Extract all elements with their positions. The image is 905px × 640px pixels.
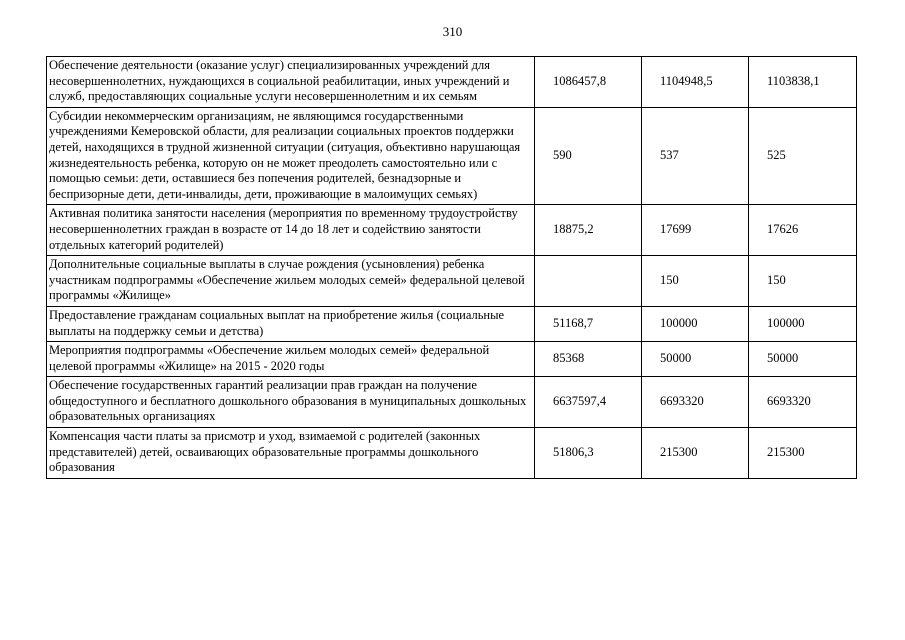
value-cell: 18875,2 [535, 205, 642, 256]
table-row [47, 107, 857, 205]
row-description: Предоставление гражданам социальных выплат на приобретение жилья (социальные выплаты на поддержку семьи и детства) [47, 306, 535, 341]
value-cell: 215300 [749, 428, 857, 479]
value-cell: 6693320 [749, 377, 857, 428]
value-cell: 100000 [749, 306, 857, 341]
value-cell [535, 256, 642, 307]
row-description: Субсидии некоммерческим организациям, не являющимся государственными учреждениями Кемеровской области, для реализации социальных проектов поддержки детей, находящихся в трудной жизненной ситуации (ситуация, объективно нарушающая жизнедеятельность ребенка, которую он не может преодолеть самостоятельно или с помощью семьи: дети, оставшиеся без попечения родителей, безнадзорные и беспризорные дети, дети-инвалиды, дети, проживающие в малоимущих семьях) [47, 107, 535, 205]
value-cell: 6693320 [642, 377, 749, 428]
table-row [47, 57, 857, 108]
row-description: Активная политика занятости населения (мероприятия по временному трудоустройству несовершеннолетних граждан в возрасте от 14 до 18 лет и содействию занятости отдельных категорий родителей) [47, 205, 535, 256]
table-row [47, 306, 857, 341]
row-description: Обеспечение деятельности (оказание услуг) специализированных учреждений для несовершеннолетних, нуждающихся в социальной реабилитации, иных учреждений и служб, предоставляющих социальные услуги несовершеннолетним и их семьям [47, 57, 535, 108]
value-cell: 50000 [749, 342, 857, 377]
value-cell: 150 [749, 256, 857, 307]
budget-table [46, 56, 857, 479]
value-cell: 50000 [642, 342, 749, 377]
row-description: Компенсация части платы за присмотр и уход, взимаемой с родителей (законных представителей) детей, осваивающих образовательные программы дошкольного образования [47, 428, 535, 479]
value-cell: 590 [535, 107, 642, 205]
value-cell: 51168,7 [535, 306, 642, 341]
table-row [47, 205, 857, 256]
value-cell: 85368 [535, 342, 642, 377]
value-cell: 150 [642, 256, 749, 307]
table-row [47, 428, 857, 479]
value-cell: 1104948,5 [642, 57, 749, 108]
value-cell: 215300 [642, 428, 749, 479]
value-cell: 100000 [642, 306, 749, 341]
row-description: Дополнительные социальные выплаты в случае рождения (усыновления) ребенка участникам подпрограммы «Обеспечение жильем молодых семей» федеральной целевой программы «Жилище» [47, 256, 535, 307]
value-cell: 6637597,4 [535, 377, 642, 428]
row-description: Мероприятия подпрограммы «Обеспечение жильем молодых семей» федеральной целевой программы «Жилище» на 2015 - 2020 годы [47, 342, 535, 377]
table-row [47, 256, 857, 307]
page-number: 310 [442, 24, 463, 39]
value-cell: 51806,3 [535, 428, 642, 479]
table-row [47, 377, 857, 428]
value-cell: 1103838,1 [749, 57, 857, 108]
table-row [47, 342, 857, 377]
value-cell: 1086457,8 [535, 57, 642, 108]
row-description: Обеспечение государственных гарантий реализации прав граждан на получение общедоступного и бесплатного дошкольного образования в муниципальных дошкольных образовательных организациях [47, 377, 535, 428]
value-cell: 17626 [749, 205, 857, 256]
value-cell: 525 [749, 107, 857, 205]
value-cell: 537 [642, 107, 749, 205]
value-cell: 17699 [642, 205, 749, 256]
